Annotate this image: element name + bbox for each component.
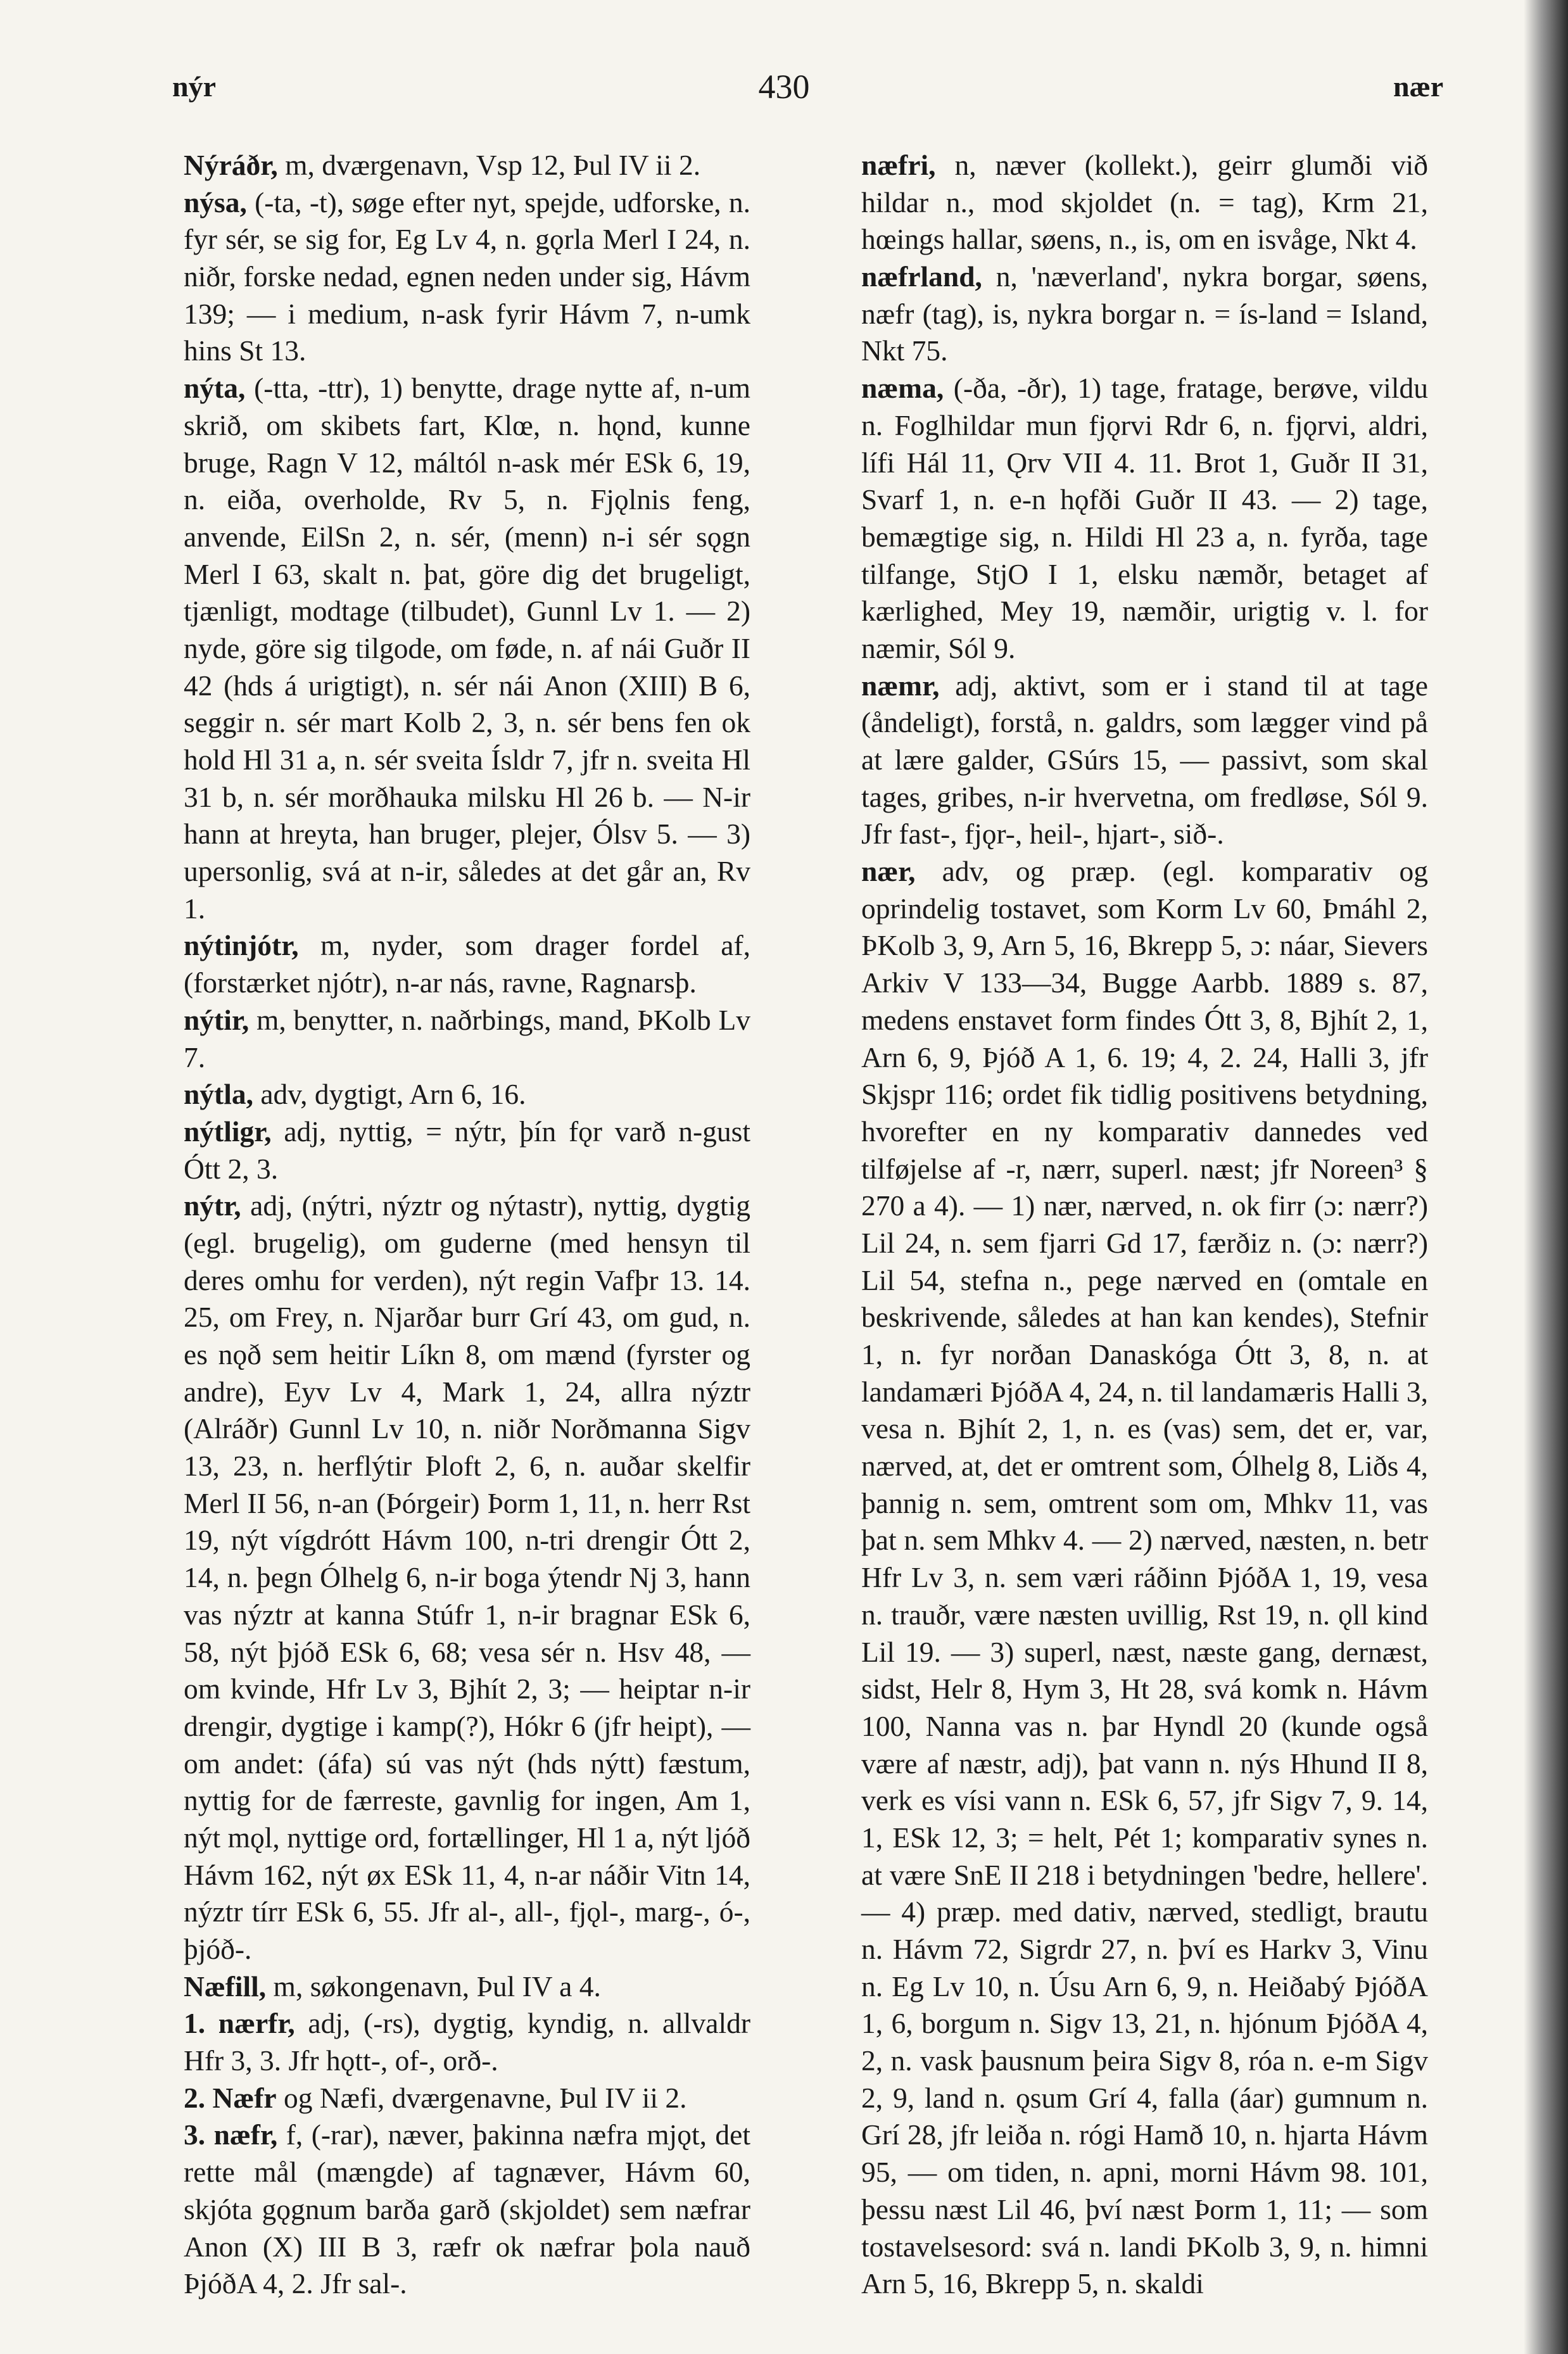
entry-body: adv, dygtigt, Arn 6, 16. (253, 1078, 526, 1111)
running-head-left: nýr (172, 70, 216, 103)
entry-body: m, dværgenavn, Vsp 12, Þul IV ii 2. (277, 149, 701, 181)
dictionary-entry (184, 184, 750, 370)
entry-headword: næfri, (861, 149, 936, 181)
entry-headword: Næfill, (184, 1970, 267, 2003)
entry-body: adj, aktivt, som er i stand til at tage (åndeligt), forstå, n. galdrs, som lægger vind på at lære galder, GSúrs 15, — passivt, som skal tages, gribes, n-ir hvervetna, om fredløse, Sól 9. Jfr fast-, fjǫr-, heil-, hjart-, sið-. (861, 669, 1428, 851)
entry-body: adv, og præp. (egl. komparativ og oprindelig tostavet, som Korm Lv 60, Þmáhl 2, ÞKolb 3, 9, Arn 5, 16, Bkrepp 5, ɔ: náar, Sievers Arkiv V 133—34, Bugge Aarbb. 1889 s. 87, medens enstavet form findes Ótt 3, 8, Bjhít 2, 1, Arn 6, 9, Þjóð A 1, 6. 19; 4, 2. 24, Halli 3, jfr Skjspr 116; ordet fik tidlig positivens betydning, hvorefter en ny komparativ dannedes ved tilføjelse af -r, nærr, superl. næst; jfr Noreen³ § 270 a 4). — 1) nær, nærved, n. ok firr (ɔ: nærr?) Lil 24, n. sem fjarri Gd 17, færðiz n. (ɔ: nærr?) Lil 54, stefna n., pege nærved en (omtale en beskrivende, således at han kan kendes), Stefnir 1, n. fyr norðan Danaskóga Ótt 3, 8, n. at landamæri ÞjóðA 4, 24, n. til landamæris Halli 3, vesa n. Bjhít 2, 1, n. es (vas) sem, det er, var, nærved, at, det er omtrent som, Ólhelg 8, Liðs 4, þannig n. sem, omtrent som om, Mhkv 11, vas þat n. sem Mhkv 4. — 2) nærved, næsten, n. betr Hfr Lv 3, n. sem væri ráðinn ÞjóðA 1, 19, vesa n. trauðr, være næsten uvillig, Rst 19, n. ǫll kind Lil 19. — 3) superl, næst, næste gang, dernæst, sidst, Helr 8, Hym 3, Ht 28, svá komk n. Hávm 100, Nanna vas n. þar Hyndl 20 (kunde også være af næstr, adj), þat vann n. nýs Hhund II 8, verk es vísi vann n. ESk 6, 57, jfr Sigv 7, 9. 14, 1, ESk 12, 3; = helt, Pét 1; komparativ synes n. at være SnE II 218 i betydningen 'bedre, hellere'. — 4) præp. med dativ, nærved, stedligt, brautu n. Hávm 72, Sigrdr 27, n. því es Harkv 3, Vinu n. Eg Lv 10, n. Úsu Arn 6, 9, n. Heiðabý ÞjóðA 1, 6, borgum n. Sigv 13, 21, n. hjónum ÞjóðA 4, 2, n. vask þausnum þeira Sigv 8, róa n. e-m Sigv 2, 9, land n. ǫsum Grí 4, falla (áar) gumnum n. Grí 28, jfr leiða n. rógi Hamð 10, n. hjarta Hávm 95, — om tiden, n. apni, morni Hávm 98. 101, þessu næst Lil 46, því næst Þorm 1, 11; — som tostavelsesord: svá n. landi ÞKolb 3, 9, n. himni Arn 5, 16, Bkrepp 5, n. skaldi (861, 855, 1428, 2300)
dictionary-entry (184, 1002, 750, 1076)
dictionary-entry (184, 147, 750, 184)
entry-body: (-ða, -ðr), 1) tage, fratage, berøve, vildu n. Foglhildar mun fjǫrvi Rdr 6, n. fjǫrvi, aldri, lífi Hál 11, Ǫrv VII 4. 11. Brot 1, Guðr II 31, Svarf 1, n. e-n hǫfði Guðr II 43. — 2) tage, bemægtige sig, n. Hildi Hl 23 a, n. fyrða, tage tilfange, StjO I 1, elsku næmðr, betaget af kærlighed, Mey 19, næmðir, urigtig v. l. for næmir, Sól 9. (861, 372, 1428, 664)
entry-headword: 2. Næfr (184, 2081, 277, 2114)
entry-headword: nýtr, (184, 1189, 241, 1222)
entry-body: adj, (nýtri, nýztr og nýtastr), nyttig, dygtig (egl. brugelig), om guderne (med hensyn til deres omhu for verden), nýt regin Vafþr 13. 14. 25, om Frey, n. Njarðar burr Grí 43, om gud, n. es nǫð sem heitir Líkn 8, om mænd (fyrster og andre), Eyv Lv 4, Mark 1, 24, allra nýztr (Alráðr) Gunnl Lv 10, n. niðr Norðmanna Sigv 13, 23, n. herflýtir Þloft 2, 6, n. auðar skelfir Merl II 56, n-an (Þórgeir) Þorm 1, 11, n. herr Rst 19, nýt vígdrótt Hávm 100, n-tri drengir Ótt 2, 14, n. þegn Ólhelg 6, n-ir boga ýtendr Nj 3, hann vas nýztr at kanna Stúfr 1, n-ir bragnar ESk 6, 58, nýt þjóð ESk 6, 68; vesa sér n. Hsv 48, — om kvinde, Hfr Lv 3, Bjhít 2, 3; — heiptar n-ir drengir, dygtige i kamp(?), Hókr 6 (jfr heipt), — om andet: (áfa) sú vas nýt (hds nýtt) fæstum, nyttig for de færreste, gavnlig for ingen, Am 1, nýt mǫl, nyttige ord, fortællinger, Hl 1 a, nýt ljóð Hávm 162, nýt øx ESk 11, 4, n-ar náðir Vitn 14, nýztr tírr ESk 6, 55. Jfr al-, all-, fjǫl-, marg-, ó-, þjóð-. (184, 1189, 750, 1965)
running-head-right: nær (1393, 70, 1444, 103)
entry-body: og Næfi, dværgenavne, Þul IV ii 2. (276, 2081, 687, 2114)
entry-headword: nýta, (184, 372, 246, 405)
dictionary-entry (184, 2005, 750, 2079)
dictionary-entry (861, 147, 1428, 258)
entry-headword: næfrland, (861, 260, 982, 293)
entry-body: n, næver (kollekt.), geirr glumði við hildar n., mod skjoldet (n. = tag), Krm 21, hœings hallar, søens, n., is, om en isvåge, Nkt 4. (861, 149, 1428, 256)
dictionary-entry (184, 2080, 750, 2117)
entry-headword: næma, (861, 372, 944, 405)
dictionary-entry (184, 927, 750, 1001)
entry-headword: nýtir, (184, 1003, 250, 1036)
dictionary-entry (861, 258, 1428, 370)
entry-body: (-ta, -t), søge efter nyt, spejde, udforske, n. fyr sér, se sig for, Eg Lv 4, n. gǫrla Merl I 24, n. niðr, forske nedad, egnen neden under sig, Hávm 139; — i medium, n-ask fyrir Hávm 7, n-umk hins St 13. (184, 186, 750, 367)
entry-headword: Nýráðr, (184, 149, 278, 181)
entry-body: m, nyder, som drager fordel af, (forstærket njótr), n-ar nás, ravne, Ragnarsþ. (184, 929, 750, 999)
entry-body: adj, (-rs), dygtig, kyndig, n. allvaldr Hfr 3, 3. Jfr hǫtt-, of-, orð-. (184, 2007, 750, 2077)
right-column (861, 147, 1428, 2303)
dictionary-entry (861, 370, 1428, 668)
dictionary-entry (184, 1076, 750, 1113)
dictionary-entry (184, 1113, 750, 1187)
entry-headword: næmr, (861, 669, 940, 702)
page-number: 430 (758, 68, 810, 106)
left-column (184, 147, 750, 2303)
entry-body: m, søkongenavn, Þul IV a 4. (266, 1970, 601, 2003)
dictionary-entry (184, 370, 750, 927)
entry-headword: nýsa, (184, 186, 247, 218)
entry-headword: nýtinjótr, (184, 929, 299, 962)
dictionary-entry (861, 853, 1428, 2303)
entry-body: n, 'næverland', nykra borgar, søens, næfr (tag), is, nykra borgar n. = ís-land = Island, Nkt 75. (861, 260, 1428, 367)
dictionary-entry (861, 668, 1428, 853)
dictionary-entry (184, 2117, 750, 2302)
entry-body: f, (-rar), næver, þakinna næfra mjǫt, det rette mål (mængde) af tagnæver, Hávm 60, skjóta gǫgnum barða garð (skjoldet) sem næfrar Anon (X) III B 3, ræfr ok næfrar þola nauð ÞjóðA 4, 2. Jfr sal-. (184, 2118, 750, 2300)
page-edge-shadow (1524, 0, 1568, 2354)
entry-headword: 1. nærfr, (184, 2007, 295, 2040)
entry-headword: nær, (861, 855, 916, 888)
entry-headword: 3. næfr, (184, 2118, 278, 2151)
entry-body: (-tta, -ttr), 1) benytte, drage nytte af, n-um skrið, om skibets fart, Klœ, n. hǫnd, kunne bruge, Ragn V 12, máltól n-ask mér ESk 6, 19, n. eiða, overholde, Rv 5, n. Fjǫlnis feng, anvende, EilSn 2, n. sér, (menn) n-i sér sǫgn Merl I 63, skalt n. þat, göre dig det brugeligt, tjænligt, modtage (tilbudet), Gunnl Lv 1. — 2) nyde, göre sig tilgode, om føde, n. af nái Guðr II 42 (hds á urigtigt), n. sér nái Anon (XIII) B 6, seggir n. sér mart Kolb 2, 3, n. sér bens fen ok hold Hl 31 a, n. sér sveita Ísldr 7, jfr n. sveita Hl 31 b, n. sér morðhauka milsku Hl 26 b. — N-ir hann at hreyta, han bruger, plejer, Ólsv 5. — 3) upersonlig, svá at n-ir, således at det går an, Rv 1. (184, 372, 750, 925)
dictionary-entry (184, 1968, 750, 2006)
entry-body: adj, nyttig, = nýtr, þín fǫr varð n-gust Ótt 2, 3. (184, 1115, 750, 1185)
entry-headword: nýtla, (184, 1078, 253, 1111)
entry-headword: nýtligr, (184, 1115, 272, 1148)
entry-body: m, benytter, n. naðrbings, mand, ÞKolb Lv 7. (184, 1003, 750, 1073)
dictionary-entry (184, 1187, 750, 1968)
